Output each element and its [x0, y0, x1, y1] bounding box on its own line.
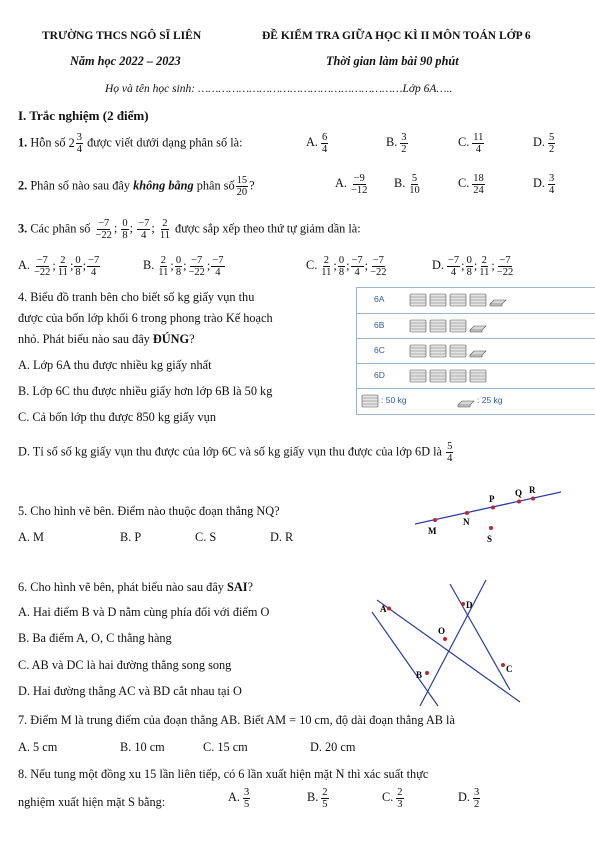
- separator: ;: [346, 258, 350, 273]
- option-label: B.: [386, 135, 398, 150]
- separator: ;: [129, 221, 134, 236]
- paper-stack-icon: [429, 343, 447, 358]
- label-o: O: [438, 626, 446, 636]
- fraction-list: [94, 218, 172, 242]
- numerator: 3: [548, 173, 555, 184]
- denominator: −12: [350, 185, 368, 197]
- paper-stack-icon: [469, 292, 487, 307]
- separator: ;: [52, 258, 56, 273]
- option-label: C.: [458, 135, 470, 150]
- question-8-line-1: 8. Nếu tung một đồng xu 15 lần liên tiếp, có 6 lần xuất hiện mặt N thì xác suất thực: [18, 767, 429, 781]
- numerator: −7: [138, 218, 150, 229]
- question-6: [18, 580, 253, 595]
- emphasis: ĐÚNG: [152, 332, 190, 346]
- question-number: 3.: [18, 221, 28, 236]
- point-m: [433, 518, 437, 522]
- point-r: [531, 497, 535, 501]
- fraction: [473, 787, 480, 810]
- numerator: 2: [322, 787, 328, 798]
- denominator: 8: [122, 230, 128, 242]
- denominator: 4: [141, 230, 147, 242]
- fraction: [188, 255, 206, 278]
- option-label: B.: [143, 258, 155, 273]
- whole-part: 2: [68, 136, 75, 151]
- question-number: 1.: [18, 135, 28, 150]
- option-label: D.: [432, 258, 444, 273]
- exam-title: ĐỀ KIỂM TRA GIỮA HỌC KÌ II MÔN TOÁN LỚP 6: [262, 30, 531, 42]
- q3-option-c[interactable]: [306, 255, 389, 278]
- question-text: Hỗn số: [30, 135, 66, 150]
- q7-option-b[interactable]: B. 10 cm: [120, 740, 165, 754]
- half-paper-stack-icon: [489, 292, 507, 307]
- school-year: Năm học 2022 – 2023: [70, 54, 181, 68]
- question-1: [18, 132, 243, 155]
- numerator: −7: [88, 255, 100, 266]
- numerator: 3: [76, 132, 82, 143]
- question-2: [18, 175, 255, 198]
- q5-option-d[interactable]: D. R: [270, 530, 294, 544]
- q6-option-a[interactable]: A. Hai điểm B và D nằm cùng phía đối với điểm O: [18, 605, 270, 619]
- fraction: [87, 255, 100, 278]
- separator: ;: [461, 258, 465, 273]
- point-b: [425, 671, 429, 675]
- option-label: C.: [306, 258, 318, 273]
- section-title: I. Trắc nghiệm (2 điểm): [18, 108, 149, 123]
- numerator: 5: [447, 441, 453, 452]
- fraction: [320, 255, 332, 278]
- fraction: [447, 255, 460, 278]
- numerator: −9: [353, 173, 365, 184]
- separator: ;: [333, 258, 337, 273]
- paper-stack-icon: [449, 343, 467, 358]
- question-4-line-1: 4. Biểu đồ tranh bên cho biết số kg giấy vụn thu: [18, 290, 255, 304]
- fraction: [548, 132, 555, 155]
- paper-stack-icon: [409, 318, 427, 333]
- point-n: [465, 511, 469, 515]
- pictograph-row: [357, 313, 595, 339]
- point-a: [387, 607, 391, 611]
- q6-option-d[interactable]: D. Hai đường thẳng AC và BD cắt nhau tại O: [18, 684, 242, 698]
- numerator: −7: [36, 255, 48, 266]
- option-label: A.: [306, 135, 318, 150]
- question-7: 7. Điểm M là trung điểm của đoạn thẳng AB. Biết AM = 10 cm, độ dài đoạn thẳng AB là: [18, 713, 455, 727]
- question-text: Phân số nào sau đây: [30, 178, 131, 193]
- separator: ;: [183, 258, 187, 273]
- option-label: D.: [533, 135, 545, 150]
- point-d: [461, 602, 465, 606]
- fraction: [57, 255, 69, 278]
- question-text: phân số: [196, 178, 235, 193]
- numerator: 0: [466, 255, 472, 266]
- exam-duration: Thời gian làm bài 90 phút: [326, 54, 459, 68]
- line-mr: [415, 492, 561, 524]
- emphasis: SAI: [227, 580, 248, 594]
- option-label: D.: [458, 790, 470, 805]
- point-o: [443, 637, 447, 641]
- fraction: [74, 255, 81, 278]
- pictograph-row: [357, 288, 595, 313]
- half-paper-stack-icon: [469, 343, 487, 358]
- q6-option-b[interactable]: B. Ba điểm A, O, C thẳng hàng: [18, 631, 172, 645]
- class-label: 6C: [374, 345, 385, 355]
- question-mark: ?: [189, 332, 195, 346]
- denominator: 4: [215, 267, 221, 279]
- class-label: 6A: [374, 294, 385, 304]
- q7-option-d[interactable]: D. 20 cm: [310, 740, 356, 754]
- question-3: [18, 218, 361, 241]
- denominator: −22: [496, 267, 514, 279]
- separator: ;: [82, 258, 87, 273]
- q4-option-a[interactable]: A. Lớp 6A thu được nhiều kg giấy nhất: [18, 358, 212, 372]
- paper-stack-icon: [449, 292, 467, 307]
- q3-option-d[interactable]: [432, 255, 515, 278]
- label-m: M: [428, 526, 437, 536]
- class-label: 6D: [374, 370, 385, 380]
- numerator: −7: [351, 255, 363, 266]
- fraction: [548, 173, 555, 196]
- denominator: −22: [95, 230, 112, 242]
- denominator: 4: [450, 267, 457, 279]
- paper-stack-icon: [449, 318, 467, 333]
- paper-stack-icon: [469, 368, 487, 383]
- numerator: 11: [473, 132, 484, 143]
- line-bd: [420, 580, 486, 706]
- fraction: [472, 173, 485, 196]
- question-mark: ?: [247, 580, 253, 594]
- question-4-line-3: [18, 332, 195, 347]
- paper-stack-icon: [449, 368, 467, 383]
- option-label: A.: [18, 258, 30, 273]
- separator: ;: [473, 258, 478, 273]
- fraction: [478, 255, 490, 278]
- separator: ;: [206, 258, 211, 273]
- denominator: 8: [175, 267, 182, 279]
- q1-option-a[interactable]: [306, 132, 329, 155]
- denominator: 11: [159, 230, 170, 242]
- fraction: [369, 255, 387, 278]
- mixed-number: [69, 132, 84, 155]
- legend-half: : 25 kg: [477, 395, 503, 405]
- paper-stack-icon: [409, 368, 427, 383]
- denominator: 3: [397, 799, 403, 811]
- school-name: TRƯỜNG THCS NGÔ SĨ LIÊN: [42, 30, 202, 42]
- label-p: P: [489, 494, 495, 504]
- separator: ;: [170, 258, 174, 273]
- denominator: 2: [548, 144, 555, 156]
- denominator: −22: [33, 267, 51, 279]
- denominator: 4: [321, 144, 328, 156]
- denominator: 4: [76, 144, 82, 156]
- numerator: 5: [548, 132, 555, 143]
- q8-option-c[interactable]: [382, 787, 405, 810]
- denominator: 4: [90, 267, 97, 279]
- option-label: C.: [458, 176, 470, 191]
- half-paper-stack-icon: [457, 393, 475, 408]
- separator: ;: [364, 258, 369, 273]
- fraction: [321, 787, 328, 810]
- numerator: −7: [191, 255, 203, 266]
- fraction: [351, 255, 364, 278]
- separator: ;: [113, 221, 118, 236]
- paper-stack-icon: [429, 368, 447, 383]
- fraction: [157, 255, 169, 278]
- q3-option-b[interactable]: [143, 255, 226, 278]
- paper-stack-icon: [409, 343, 427, 358]
- numerator: 5: [411, 173, 418, 184]
- denominator: 5: [243, 799, 250, 811]
- numerator: 3: [473, 787, 480, 798]
- q5-option-b[interactable]: B. P: [120, 530, 142, 544]
- denominator: −22: [188, 267, 205, 279]
- separator: ;: [69, 258, 74, 273]
- numerator: 18: [473, 173, 484, 184]
- fraction: [159, 218, 171, 241]
- q8-option-a[interactable]: [228, 787, 251, 810]
- paper-stack-icon: [429, 292, 447, 307]
- pictograph-row: [357, 363, 595, 389]
- legend-full: : 50 kg: [381, 395, 407, 405]
- numerator: 2: [160, 255, 166, 266]
- fraction: [350, 173, 368, 196]
- numerator: 3: [243, 787, 250, 798]
- class-label: 6B: [374, 320, 385, 330]
- pictograph: [356, 287, 595, 415]
- question-number: 2.: [18, 178, 28, 193]
- point-p: [491, 506, 495, 510]
- q4-option-b[interactable]: B. Lớp 6C thu được nhiều giấy hơn lớp 6B là 50 kg: [18, 384, 273, 398]
- pictograph-row: [357, 338, 595, 364]
- label-r: R: [529, 485, 536, 495]
- option-label: C.: [382, 790, 394, 805]
- separator: ;: [151, 221, 155, 236]
- denominator: 4: [447, 453, 453, 465]
- q8-option-d[interactable]: [458, 787, 481, 810]
- q6-option-c[interactable]: C. AB và DC là hai đường thẳng song song: [18, 658, 232, 672]
- question-text: được sắp xếp theo thứ tự giảm dần là:: [175, 221, 361, 236]
- numerator: 3: [401, 132, 407, 143]
- denominator: 8: [466, 267, 472, 279]
- numerator: −7: [98, 218, 110, 229]
- option-label: A.: [228, 790, 240, 805]
- numerator: −7: [499, 255, 511, 266]
- fraction: [338, 255, 345, 278]
- q2-option-d[interactable]: [533, 173, 556, 196]
- option-text: D. Tỉ số số kg giấy vụn thu được của lớp 6C và số kg giấy vụn thu được của lớp 6D là: [18, 444, 443, 459]
- numerator: 0: [122, 218, 128, 229]
- separator: ;: [491, 258, 495, 273]
- numerator: 15: [236, 175, 248, 186]
- fraction: [137, 218, 150, 241]
- q4-option-c[interactable]: C. Cả bốn lớp thu được 850 kg giấy vụn: [18, 410, 216, 424]
- label-s: S: [487, 534, 493, 544]
- question-text: Các phân số: [30, 221, 91, 236]
- q2-option-c[interactable]: [458, 173, 486, 196]
- numerator: 2: [481, 255, 487, 266]
- denominator: 2: [473, 799, 480, 811]
- question-text: nhỏ. Phát biểu nào sau đây: [18, 332, 150, 346]
- fraction: [321, 132, 328, 155]
- fraction: [466, 255, 473, 278]
- denominator: 5: [322, 799, 328, 811]
- label-d: D: [466, 600, 473, 610]
- paper-stack-icon: [429, 318, 447, 333]
- label-a: A: [380, 604, 387, 614]
- q6-figure: [370, 578, 530, 708]
- fraction: [396, 787, 403, 810]
- numerator: 0: [338, 255, 345, 266]
- label-q: Q: [515, 488, 523, 498]
- fraction: [408, 173, 421, 196]
- paper-stack-icon: [361, 393, 379, 408]
- denominator: 20: [236, 187, 248, 199]
- numerator: 2: [397, 787, 403, 798]
- numerator: −7: [372, 255, 384, 266]
- q7-option-a[interactable]: A. 5 cm: [18, 740, 58, 754]
- denominator: 24: [473, 185, 484, 197]
- label-c: C: [506, 664, 513, 674]
- denominator: 11: [321, 267, 332, 279]
- fraction: [400, 132, 407, 155]
- fraction: [472, 132, 484, 155]
- option-label: D.: [533, 176, 545, 191]
- question-text: 6. Cho hình vẽ bên, phát biểu nào sau đây: [18, 580, 224, 594]
- denominator: −22: [370, 267, 387, 279]
- question-text: được viết dưới dạng phân số là:: [87, 135, 243, 150]
- q1-option-c[interactable]: [458, 132, 485, 155]
- question-mark: ?: [249, 178, 255, 193]
- fraction: [175, 255, 182, 278]
- denominator: 11: [57, 267, 68, 279]
- fraction: [243, 787, 250, 810]
- denominator: 4: [475, 144, 481, 156]
- q5-figure: [415, 480, 565, 550]
- question-8-line-2: nghiệm xuất hiện mặt S bằng:: [18, 795, 166, 809]
- option-label: B.: [394, 176, 406, 191]
- denominator: 11: [479, 267, 490, 279]
- denominator: 4: [354, 267, 360, 279]
- denominator: 2: [401, 144, 407, 156]
- q5-option-c[interactable]: C. S: [195, 530, 217, 544]
- emphasis: không bằng: [133, 178, 194, 193]
- denominator: 10: [409, 185, 420, 197]
- option-label: A.: [335, 176, 347, 191]
- half-paper-stack-icon: [469, 318, 487, 333]
- point-c: [501, 663, 505, 667]
- fraction: [33, 255, 51, 278]
- denominator: 4: [548, 185, 555, 197]
- q5-option-a[interactable]: A. M: [18, 530, 44, 544]
- numerator: 6: [321, 132, 328, 143]
- numerator: 2: [323, 255, 329, 266]
- fraction: [121, 218, 128, 241]
- numerator: 0: [75, 255, 81, 266]
- pictograph-legend: [357, 388, 595, 414]
- q2-option-b[interactable]: [394, 173, 422, 196]
- point-s: [489, 526, 493, 530]
- q8-option-b[interactable]: [307, 787, 330, 810]
- point-q: [517, 500, 521, 504]
- denominator: 11: [158, 267, 169, 279]
- numerator: 2: [162, 218, 168, 229]
- numerator: 2: [60, 255, 66, 266]
- numerator: −7: [447, 255, 460, 266]
- label-n: N: [463, 517, 470, 527]
- fraction: [95, 218, 113, 241]
- fraction: [211, 255, 224, 278]
- numerator: 0: [175, 255, 182, 266]
- paper-stack-icon: [409, 292, 427, 307]
- label-b: B: [416, 670, 423, 680]
- denominator: 8: [75, 267, 81, 279]
- q4-option-d[interactable]: [18, 441, 454, 464]
- q7-option-c[interactable]: C. 15 cm: [203, 740, 248, 754]
- option-label: B.: [307, 790, 319, 805]
- question-4-line-2: được của bốn lớp khối 6 trong phong trào Kế hoạch: [18, 311, 273, 325]
- q1-option-b[interactable]: [386, 132, 409, 155]
- q3-option-a[interactable]: [18, 255, 101, 278]
- numerator: −7: [212, 255, 224, 266]
- q2-option-a[interactable]: [335, 173, 369, 196]
- line-ab: [372, 612, 438, 706]
- question-5: 5. Cho hình vẽ bên. Điểm nào thuộc đoạn thẳng NQ?: [18, 504, 280, 518]
- student-info-line: Họ và tên học sinh: ……………………………………………………Lớp 6A…..: [105, 83, 453, 95]
- fraction: [496, 255, 514, 278]
- q1-option-d[interactable]: [533, 132, 556, 155]
- denominator: 8: [338, 267, 345, 279]
